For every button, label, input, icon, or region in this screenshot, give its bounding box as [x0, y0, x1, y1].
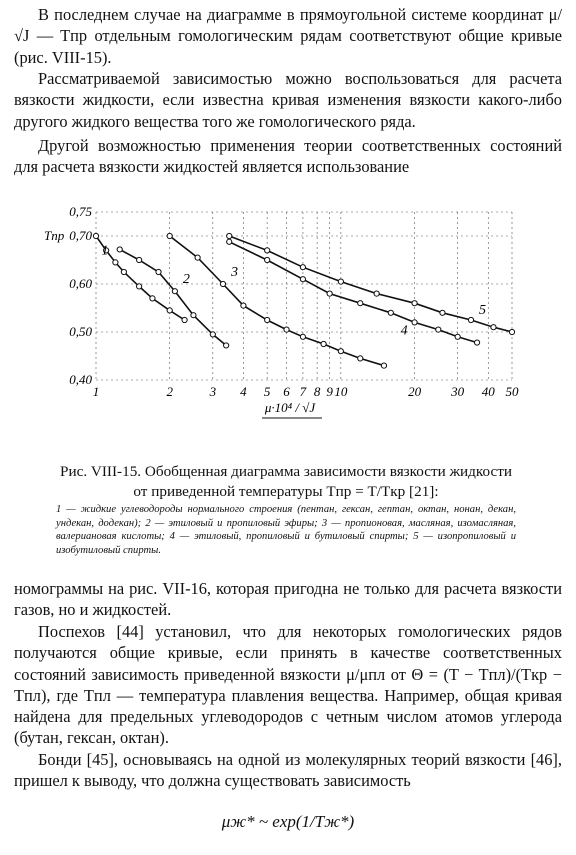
data-point [241, 303, 246, 308]
x-tick-label: 4 [240, 384, 247, 399]
series-label: 3 [230, 265, 238, 280]
x-tick-label: 30 [451, 384, 465, 399]
x-tick-label: 8 [313, 384, 321, 399]
y-axis-label: Tпр [44, 228, 65, 243]
data-point [265, 317, 270, 322]
x-axis-label [264, 400, 317, 415]
data-point [300, 334, 305, 339]
svg-text:μ·10⁴ / √J: μ·10⁴ / √J [264, 400, 316, 415]
paragraph-6: Бонди [45], основываясь на одной из молекулярных теорий вязкости [46], пришел к выводу, что должна существовать зависимость [14, 750, 562, 791]
series-label: 2 [182, 272, 190, 288]
y-tick-label: 0,40 [69, 372, 92, 387]
data-point [455, 334, 460, 339]
data-point [412, 301, 417, 306]
data-point [300, 277, 305, 282]
data-point [195, 255, 200, 260]
data-point [156, 269, 161, 274]
data-point [491, 325, 496, 330]
data-point [440, 310, 445, 315]
y-tick-label: 0,60 [69, 276, 92, 291]
series-line-1 [96, 236, 185, 320]
data-point [137, 257, 142, 262]
data-point [227, 233, 232, 238]
data-point [121, 269, 126, 274]
data-point [167, 233, 172, 238]
y-tick-label: 0,50 [69, 324, 92, 339]
data-point [358, 301, 363, 306]
data-point [137, 284, 142, 289]
figure-caption-legend: 1 — жидкие углеводороды нормального строения (пентан, гексан, гептан, октан, нонан, декан, ундекан, додекан); 2 — этиловый и пропиловый эфиры; 3 — пропионовая, масляная, изомасляная, валериановая кислоты; 4 — этиловый, пропиловый и бутиловый спирты; 5 — изопропиловый и изобутиловый спирты. [56, 504, 516, 556]
data-point [93, 233, 98, 238]
data-point [468, 317, 473, 322]
x-tick-label: 40 [481, 384, 495, 399]
x-tick-label: 2 [166, 384, 173, 399]
x-tick-label: 5 [263, 384, 271, 399]
data-point [265, 257, 270, 262]
data-point [182, 317, 187, 322]
series-line-2 [120, 249, 226, 345]
x-tick-label: 7 [299, 384, 307, 399]
data-point [167, 308, 172, 313]
data-point [374, 291, 379, 296]
x-tick-label: 1 [92, 384, 100, 399]
data-point [358, 356, 363, 361]
data-point [220, 281, 225, 286]
data-point [381, 363, 386, 368]
y-tick-label: 0,75 [69, 204, 92, 219]
viscosity-chart [0, 190, 576, 452]
data-point [327, 291, 332, 296]
series-label: 4 [400, 323, 408, 339]
figure-caption-title: Рис. VIII-15. Обобщенная диаграмма зависимости вязкости жидкости от приведенной температуры Tпр = T/Tкр [21]: [60, 463, 512, 500]
data-point [338, 349, 343, 354]
data-point [412, 320, 417, 325]
paragraph-1: В последнем случае на диаграмме в прямоугольной системе координат μ/√J — Tпр отдельным гомологическим рядам соответствуют общие кривые (рис. VIII-15). [14, 5, 562, 67]
x-tick-label: 50 [505, 384, 519, 399]
data-point [436, 327, 441, 332]
data-point [300, 265, 305, 270]
chart-series [93, 233, 514, 368]
data-point [117, 247, 122, 252]
x-tick-label: 10 [334, 384, 348, 399]
data-point [113, 260, 118, 265]
paragraph-5: Поспехов [44] установил, что для некоторых гомологических рядов получаются общие кривые, если принять в качестве соответственных состояний зависимость приведенной вязкости μ/μпл от Θ = (T − Tпл)/(Tкр − Tпл), где Tпл — температура плавления вещества. Например, общая кривая найдена для предельных углеводородов с четным числом атомов углерода (бутан, гексан, октан). [14, 622, 562, 748]
series-label: 1 [101, 243, 109, 259]
chart-grid [96, 212, 512, 380]
data-point [388, 310, 393, 315]
data-point [191, 313, 196, 318]
series-label: 5 [478, 303, 486, 318]
x-tick-label: 6 [283, 384, 290, 399]
data-point [474, 340, 479, 345]
paragraph-2: Рассматриваемой зависимостью можно воспользоваться для расчета вязкости жидкости, если известна кривая изменения вязкости какого-либо другого жидкого вещества того же гомологического ряда. [14, 69, 562, 131]
data-point [265, 248, 270, 253]
data-point [227, 239, 232, 244]
data-point [321, 341, 326, 346]
paragraph-3: Другой возможностью применения теории соответственных состояний для расчета вязкости жидкостей является использование [14, 136, 562, 177]
data-point [150, 296, 155, 301]
data-point [509, 329, 514, 334]
data-point [338, 279, 343, 284]
paragraph-4: номограммы на рис. VII-16, которая пригодна не только для расчета вязкости газов, но и жидкостей. [14, 579, 562, 620]
x-tick-label: 20 [408, 384, 422, 399]
y-tick-label: 0,70 [69, 228, 92, 243]
formula: μж* ~ exp(1/Tж*) [221, 812, 355, 831]
data-point [210, 332, 215, 337]
x-tick-label: 3 [209, 384, 217, 399]
data-point [224, 343, 229, 348]
x-tick-label: 9 [326, 384, 333, 399]
data-point [284, 327, 289, 332]
data-point [172, 289, 177, 294]
